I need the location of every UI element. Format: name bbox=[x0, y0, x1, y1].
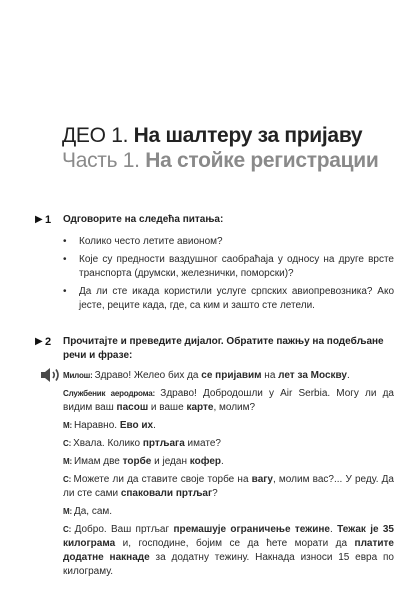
highlighted-phrase: платите додатне накнаде bbox=[63, 538, 394, 563]
dialogue-text: Хвала. Колико bbox=[73, 438, 143, 449]
highlighted-phrase: пртљага bbox=[142, 438, 185, 449]
bullet-icon: • bbox=[63, 236, 67, 247]
question-text: Које су предности ваздушног саобраћаја у односу на друге врсте транспорта (друмски, железнички, поморски)? bbox=[79, 254, 394, 279]
dialogue-text: , молим? bbox=[213, 402, 256, 413]
exercise-1-instruction: Одговорите на следећа питања: bbox=[63, 214, 224, 225]
dialogue-text: Можете ли да ставите своје торбе на bbox=[73, 474, 252, 485]
dialogue-line bbox=[63, 369, 394, 383]
bullet-icon: • bbox=[63, 286, 67, 297]
dialogue-line bbox=[63, 419, 394, 433]
dialogue-text: . bbox=[153, 420, 156, 431]
speaker-label: М: bbox=[63, 457, 74, 466]
dialogue-text: Имам две bbox=[73, 456, 123, 467]
heading-serbian-title: На шалтеру за пријаву bbox=[133, 124, 363, 147]
dialogue-line bbox=[63, 523, 394, 579]
dialogue-text: . bbox=[347, 370, 350, 381]
dialogue-text: Здраво! Желео бих да bbox=[94, 370, 202, 381]
heading-russian bbox=[62, 149, 378, 173]
dialogue-text: и, господине, бојим се да ћете морати да bbox=[115, 538, 355, 549]
dialogue bbox=[63, 369, 394, 579]
heading-serbian-number: ДЕО 1. bbox=[62, 124, 129, 147]
heading-serbian bbox=[62, 124, 378, 148]
highlighted-phrase: се пријавим bbox=[201, 370, 262, 381]
question-item bbox=[63, 235, 394, 249]
dialogue-text: имате? bbox=[184, 438, 221, 449]
dialogue-line bbox=[63, 473, 394, 501]
highlighted-phrase: Ево их bbox=[119, 420, 154, 431]
question-list bbox=[63, 235, 394, 313]
exercise-1 bbox=[35, 213, 394, 317]
question-item bbox=[63, 285, 394, 313]
highlighted-phrase: вагу bbox=[251, 474, 273, 485]
question-text: Колико често летите авионом? bbox=[79, 236, 223, 247]
dialogue-text: Здраво! Добродошли у Air Serbia. Могу ли да видим ваш bbox=[63, 388, 394, 413]
dialogue-text: за додатну тежину. Накнада износи 15 евра по килограму. bbox=[63, 552, 394, 577]
highlighted-phrase: спаковали пртљаг bbox=[120, 488, 213, 499]
highlighted-phrase: пасош bbox=[116, 402, 149, 413]
play-arrow-icon: ▶ bbox=[35, 336, 43, 347]
play-arrow-icon: ▶ bbox=[35, 214, 43, 225]
dialogue-text: Наравно. bbox=[73, 420, 120, 431]
bullet-icon: • bbox=[63, 254, 67, 265]
highlighted-phrase: Тежак је 35 килограма bbox=[63, 524, 394, 549]
heading-russian-title: На стойке регистрации bbox=[145, 149, 379, 172]
speaker-label: М: bbox=[63, 507, 74, 516]
exercise-1-header bbox=[35, 213, 394, 227]
dialogue-text: Добро. Ваш пртљаг bbox=[74, 524, 174, 535]
highlighted-phrase: лет за Москву bbox=[278, 370, 347, 381]
dialogue-text: Да, сам. bbox=[73, 506, 113, 517]
highlighted-phrase: премашује ограничење тежине bbox=[173, 524, 330, 535]
dialogue-line bbox=[63, 437, 394, 451]
dialogue-text: ? bbox=[212, 488, 218, 499]
exercise-2-number: 2 bbox=[45, 336, 52, 348]
dialogue-text: на bbox=[261, 370, 279, 381]
speaker-audio-icon[interactable] bbox=[40, 366, 62, 384]
question-item bbox=[63, 253, 394, 281]
dialogue-text: и један bbox=[151, 456, 190, 467]
exercise-2 bbox=[35, 335, 394, 583]
dialogue-text: и ваше bbox=[148, 402, 187, 413]
highlighted-phrase: торбе bbox=[122, 456, 152, 467]
dialogue-text: . bbox=[330, 524, 338, 535]
speaker-label: Службеник аеродрома: bbox=[63, 389, 161, 398]
dialogue-line bbox=[63, 455, 394, 469]
exercise-1-number: 1 bbox=[45, 214, 52, 226]
speaker-label: С: bbox=[63, 525, 75, 534]
exercise-2-instruction: Прочитајте и преведите дијалог. Обратите пажњу на подебљане речи и фразе: bbox=[63, 336, 384, 361]
highlighted-phrase: карте bbox=[186, 402, 214, 413]
question-text: Да ли сте икада користили услуге српских авиопревозника? Ако јесте, реците када, где, са ким и зашто сте летели. bbox=[79, 286, 394, 311]
dialogue-line bbox=[63, 387, 394, 415]
dialogue-line bbox=[63, 505, 394, 519]
speaker-label: С: bbox=[63, 439, 74, 448]
heading-russian-number: Часть 1. bbox=[62, 149, 140, 172]
dialogue-text: , молим вас?... У реду. Да ли сте сами bbox=[63, 474, 394, 499]
dialogue-text: . bbox=[221, 456, 224, 467]
highlighted-phrase: кофер bbox=[189, 456, 222, 467]
speaker-label: Милош: bbox=[63, 371, 95, 380]
speaker-label: М: bbox=[63, 421, 74, 430]
exercise-2-header bbox=[35, 335, 394, 363]
speaker-label: С: bbox=[63, 475, 74, 484]
chapter-heading bbox=[62, 124, 378, 173]
